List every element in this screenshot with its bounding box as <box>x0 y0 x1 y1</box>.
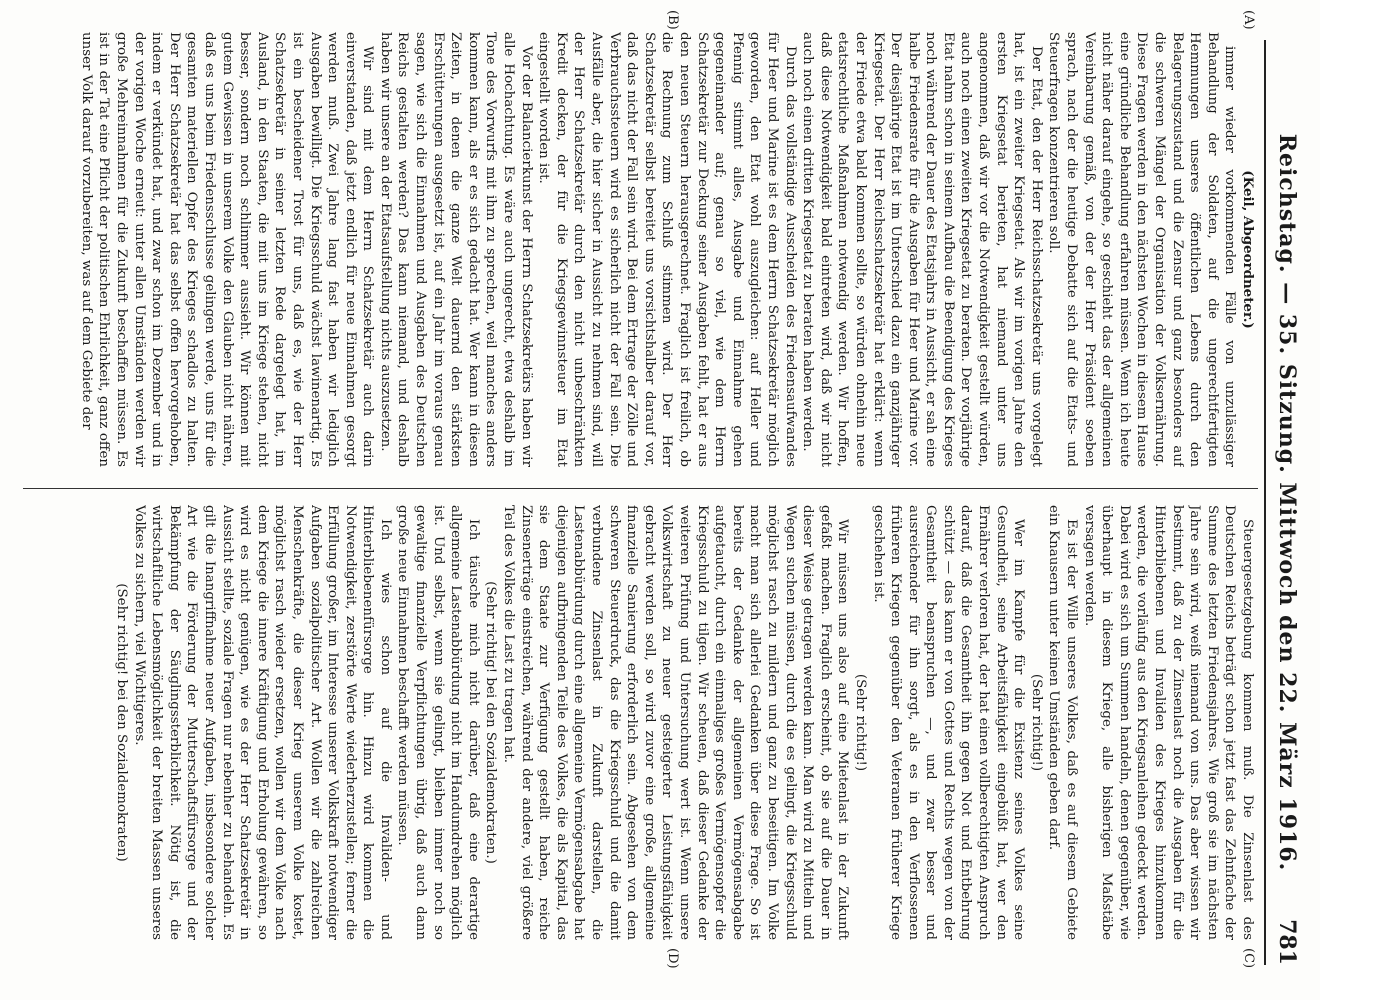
paragraph: Der Etat, den der Herr Reichsschatzsekretär uns vorgelegt hat, ist ein zweiter Kriegsetat. Als wir im vorigen Jahre den ersten Kriegsetat berieten, hat niemand unter uns angenommen, daß wir vor die Notwendigkeit gestellt würden, auch noch einen zweiten Kriegsetat zu beraten. Der vorjährige Etat nahm schon in seinem Aufbau die Beendigung des Krieges noch während der Dauer des Etatsjahrs in Aussicht, er sah eine halbe Friedensrate für die Ausgaben für Heer und Marine vor. Der diesjährige Etat ist im Unterschied dazu ein ganzjähriger Kriegsetat. Der Herr Reichsschatzsekretär hat erklärt: wenn der Friede etwa bald kommen sollte, so würden ohnehin neue etatsrechtliche Maßnahmen notwendig werden. Wir hoffen, daß diese Notwendigkeit bald eintreten wird, daß wir nicht auch noch einen dritten Kriegsetat zu beraten haben werden. <box>800 32 1044 467</box>
margin-marker-c: (C) <box>1241 948 1256 969</box>
interjection: (Sehr richtig! bei den Sozialdemokraten) <box>114 583 129 862</box>
right-column <box>31 505 1256 940</box>
margin-marker-d: (D) <box>665 948 680 969</box>
page-number: 781 <box>1274 919 1300 965</box>
paragraph: Ich wies schon auf die Invaliden- und Hinterbliebenenfürsorge hin. Hinzu wird kommen die Notwendigkeit, zerstörte Werte wiederherzustellen; ferner die Erfüllung großer, im Interesse unserer Volkskraft notwendiger Aufgaben sozialpolitischer Art. Wollen wir die zahlreichen Menschenkräfte, die dieser Krieg unserem Volke kostet, möglichst rasch wieder ersetzen, wollen wir dem Volke nach dem Kriege die innere Kräftigung und Erholung gewähren, so wird es nicht genügen, wie es der Herr Schatzsekretär in Aussicht stellte, soziale Fragen nur nebenher zu behandeln. Es gilt die Inangriffnahme neuer Aufgaben, insbesondere solcher Art wie die Förderung der Mutterschaftsfürsorge und der Bekämpfung der Säuglingssterblichkeit. Nötig ist, die wirtschaftliche Lebensmöglichkeit der breiten Massen unseres Volkes zu sichern, viel Wichtigeres. <box>131 505 393 940</box>
paragraph: Ich täusche mich nicht darüber, daß eine derartige allgemeine Lastenabbürdung nicht im Handumdrehen möglich ist. Und selbst, wenn sie gelingt, bleiben immer noch so gewaltige finanzielle Verpflichtungen übrig, daß auch dann große neue Einnahmen beschafft werden müssen. <box>395 505 481 940</box>
interjection: (Sehr richtig! bei den Sozialdemokraten.) <box>483 581 499 864</box>
page-title: Reichstag. — 35. Sitzung. Mittwoch den 22. März 1916. <box>1274 133 1300 872</box>
paragraph: Wir sind mit dem Herrn Schatzsekretär auch darin einverstanden, daß jetzt endlich für neue Einnahmen gesorgt werden muß. Zwei Jahre lang fast haben wir lediglich Ausgaben bewilligt. Die Kriegsschuld wächst lawinenartig. Es ist ein bescheidener Trost für uns, daß es, wie der Herr Schatzsekretär in seiner letzten Rede dargelegt hat, im Ausland, in den Staaten, die mit uns im Kriege stehen, nicht besser, sondern noch schlimmer aussieht. Wir können mit gutem Gewissen in unserem Volke den Glauben nicht nähren, daß es uns beim Friedensschlusse gelingen werde, uns für die gesamten materiellen Opfer des Krieges schadlos zu halten. Der Herr Schatzsekretär hat das selbst offen hervorgehoben, indem er verkündet hat, und zwar schon im Dezember und in der vorigen Woche erneut: unter allen Umständen werden wir große Mehreinnahmen für die Zukunft beschaffen müssen. Es ist in der Tat eine Pflicht der politischen Ehrlichkeit, ganz offen unser Volk darauf vorzubereiten, was auf dem Gebiete der <box>78 32 376 467</box>
margin-marker-a: (A) <box>1241 10 1256 30</box>
paragraph: Steuergesetzgebung kommen muß. Die Zinsenlast des Deutschen Reichs beträgt schon jetzt fast das Zehnfache der Summe des letzten Friedensjahres. Wie groß sie im nächsten Jahre sein wird, weiß niemand von uns. Das aber wissen wir bestimmt, daß zu der Zinsenlast noch die Ausgaben für die Hinterbliebenen und Invaliden des Krieges hinzukommen werden, die vorläufig aus den Kriegsanleihen gedeckt werden. Dabei wird es sich um Summen handeln, denen gegenüber, wie überhaupt in diesem Kriege, alle bisherigen Maßstäbe versagen werden. <box>1081 505 1255 940</box>
interjection: (Sehr richtig!) <box>852 673 868 772</box>
paragraph: Es ist der Wille unseres Volkes, daß es auf diesem Gebiete ein Knausern unter keinen Umständen geben darf. <box>1046 505 1080 940</box>
speaker-name: (Keil, Abgeordneter.) <box>1240 170 1256 329</box>
paragraph: Durch das vollständige Ausscheiden des Friedensaufwandes für Heer und Marine ist es dem Herrn Schatzsekretär möglich geworden, den Etat wohl auszugleichen: auf Heller und Pfennig stimmt alles, Ausgabe und Einnahme gehen gegeneinander auf; genau so viel, wie dem Herrn Schatzsekretär zur Deckung seiner Ausgaben fehlt, hat er aus den neuen Steuern herausgerechnet. Fraglich ist freilich, ob die Rechnung zum Schluß stimmen wird. Der Herr Schatzsekretär selbst bereitet uns vorsichtshalber darauf vor, daß das nicht der Fall sein wird. Bei dem Ertrage der Zölle und Verbrauchssteuern wird es sicherlich nicht der Fall sein. Die Ausfälle aber, die hier sicher in Aussicht zu nehmen sind, will der Herr Schatzsekretär durch den nicht unbeschränkten Kredit decken, der für die Kriegsgewinnsteuer im Etat eingestellt worden ist. <box>536 32 798 467</box>
paragraph: Vor der Balancierkunst der Herrn Schatzsekretärs haben wir alle Hochachtung. Es wäre auch ungerecht, etwa deshalb im Tone des Vorwurfs mit ihm zu sprechen, weil manches anders kommen kann, als er es sich gedacht hat. Wer kann in diesen Zeiten, in denen die ganze Welt dauernd den stärksten Erschütterungen ausgesetzt ist, auf ein Jahr im voraus genau sagen, wie sich die Einnahmen und Ausgaben des Deutschen Reichs gestalten werden? Das kann niemand, und deshalb haben wir unsere an der Etatsaufstellung nichts auszusetzen. <box>377 32 534 467</box>
interjection: (Sehr richtig!) <box>1028 673 1044 772</box>
paragraph: Wir müssen uns also auf eine Mietenlast in der Zukunft gefaßt machen. Fraglich erscheint, ob sie auf die Dauer in dieser Weise getragen werden kann. Man wird zu Mitteln und Wegen suchen müssen, durch die es gelingt, die Kriegsschuld möglichst rasch zu mildern und ganz zu beseitigen. Im Volke macht man sich allerlei Gedanken über diese Frage. So ist bereits der Gedanke der allgemeinen Vermögensabgabe aufgetaucht, durch ein einmaliges großes Vermögensopfer die Kriegsschuld zu tilgen. Wir scheuen, daß dieser Gedanke der weiteren Prüfung und Untersuchung wert ist. Wenn unsere Volkswirtschaft zu neuer gesteigerter Leistungsfähigkeit gebracht werden soll, so wird zuvor eine große, allgemeine finanzielle Sanierung erforderlich sein. Abgesehen von dem schweren Steuerdruck, das die Kriegsschuld und die damit verbundene Zinsenlast in Zukunft darstellen, die Lastenabbürdung durch eine allgemeine Vermögensabgabe hat diejenigen aufbringenden Teile des Volkes, die als Kapital, das sie dem Staate zur Verfügung gestellt haben, reiche Zinsenerträge einstreichen, während der andere, viel größere Teil des Volkes die Last zu tragen hat. <box>501 505 851 940</box>
margin-marker-b: (B) <box>665 10 680 30</box>
paragraph: Wer im Kampfe für die Existenz seines Volkes seine Gesundheit, seine Arbeitsfähigkeit eingebüßt hat, wer den Ernährer verloren hat, der hat einen vollberechtigten Anspruch darauf, daß die Gesamtheit ihn gegen Not und Entbehrung schützt — das kann er von Gottes und Rechts wegen von der Gesamtheit beanspruchen —, und zwar besser und ausreichender für ihn sorgt, als es in den Verflossenen früheren Kriegen gegenüber den Veteranen früherer Kriege geschehen ist. <box>870 505 1027 940</box>
page-header <box>1264 40 1306 965</box>
paragraph: immer wieder vorkommenden Fälle von unzulässiger Behandlung der Soldaten, auf die ungerechtfertigten Hemmungen unseres öffentlichen Lebens durch den Belagerungszustand und die Zensur und ganz besonders auf die schweren Mängel der Organisation der Volksernährung. Diese Fragen werden in den nächsten Wochen in diesem Hause eine gründliche Behandlung erfahren müssen. Wenn ich heute nicht näher darauf eingehe, so geschieht das der allgemeinen Vereinbarung gemäß, von der der Herr Präsident soeben sprach, nach der die heutige Debatte sich auf die Etats- und Steuerfragen konzentrieren soll. <box>1046 32 1238 467</box>
column-divider <box>23 488 1258 489</box>
left-column <box>31 32 1256 467</box>
